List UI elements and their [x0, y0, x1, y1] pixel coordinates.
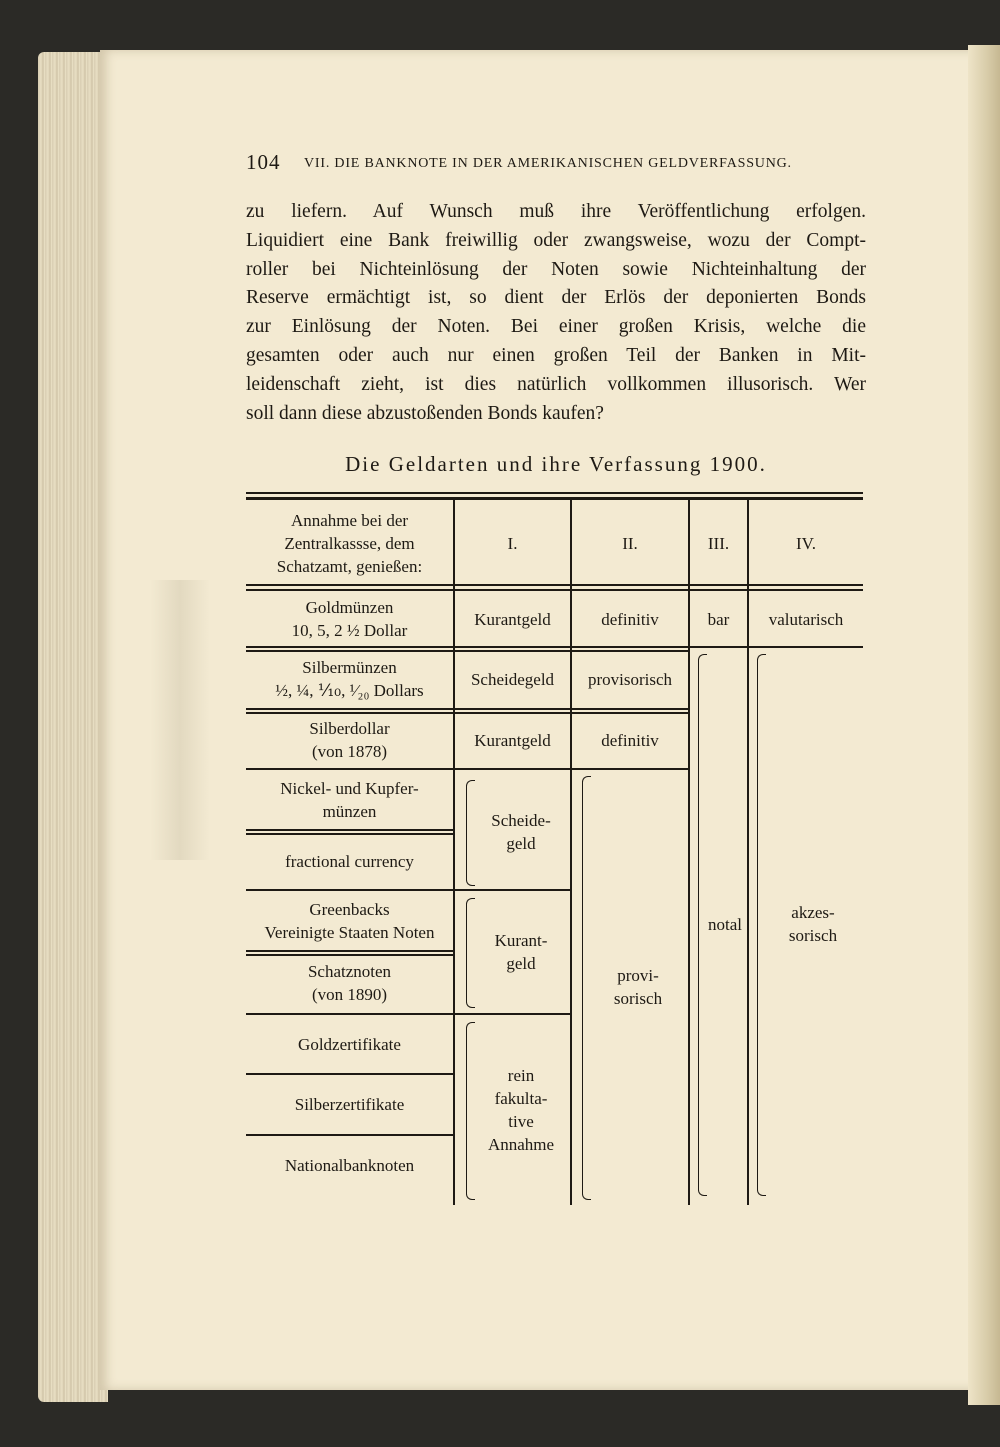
text-line: soll dann diese abzustoßenden Bonds kaufen? [246, 402, 604, 424]
rule [246, 833, 453, 835]
rule [246, 768, 688, 770]
rule [246, 589, 863, 591]
row-label: Goldmünzen 10, 5, 2 ½ Dollar [291, 598, 408, 640]
text-line: leidenschaft zieht, ist dies natürlich vollkommen illusorisch. Wer [246, 373, 866, 395]
text-line: zu liefern. Auf Wunsch muß ihre Veröffentlichung erfolgen. [246, 201, 866, 222]
group-cell: akzes- sorisch [788, 903, 838, 945]
group-cell: rein fakulta- tive Annahme [487, 1066, 555, 1154]
rule [246, 650, 688, 652]
text-line: roller bei Nichteinlösung der Noten sowie Nichteinhaltung der [246, 258, 866, 280]
row-label: Silberzertifikate [294, 1094, 405, 1114]
value-cell: bar [707, 609, 730, 629]
group-cell: notal [708, 914, 742, 934]
header-cell: IV. [796, 533, 816, 553]
value-cell: Kurantgeld [474, 609, 551, 629]
rule [246, 829, 453, 831]
value-cell: Scheidegeld [470, 669, 555, 689]
rule [246, 1013, 570, 1015]
group-cell: provi- sorisch [613, 966, 663, 1008]
text-line: zur Einlösung der Noten. Bei einer großen Krisis, welche die [246, 316, 866, 338]
rule [246, 646, 863, 648]
header-cell: Annahme bei der Zentralkassse, dem Schatzamt, genießen: [276, 510, 423, 576]
value-cell: Kurantgeld [474, 730, 551, 750]
text-line: Reserve ermächtigt ist, so dient der Erlös der deponierten Bonds [246, 287, 866, 309]
header-cell: II. [622, 533, 638, 553]
rule [246, 889, 570, 891]
rule [246, 497, 863, 500]
row-label: fractional currency [285, 851, 414, 871]
rule [246, 708, 688, 710]
value-cell: valutarisch [768, 609, 844, 629]
header-cell: III. [707, 533, 730, 553]
row-label: Nickel- und Kupfer- münzen [280, 779, 419, 821]
row-label: Goldzertifikate [298, 1034, 401, 1054]
text-line: Liquidiert eine Bank freiwillig oder zwangsweise, wozu der Compt- [246, 229, 866, 251]
rule [246, 1073, 453, 1075]
value-cell: definitiv [601, 730, 659, 750]
row-label: Nationalbanknoten [284, 1155, 415, 1175]
text-line: gesamten oder auch nur einen großen Teil der Banken in Mit- [246, 344, 866, 366]
rule [246, 1134, 453, 1136]
table-caption: Die Geldarten und ihre Verfassung 1900. [345, 452, 767, 476]
rule [246, 950, 453, 952]
value-cell: provisorisch [587, 669, 673, 689]
row-label: Greenbacks Vereinigte Staaten Noten [264, 900, 435, 942]
rule [246, 492, 863, 494]
rule [246, 584, 863, 586]
value-cell: definitiv [601, 609, 659, 629]
page-number: 104 [246, 150, 281, 174]
row-label: Schatznoten (von 1890) [307, 962, 392, 1004]
group-cell: Scheide- geld [491, 811, 551, 853]
group-cell: Kurant- geld [494, 931, 548, 973]
row-label: Silberdollar (von 1878) [309, 719, 390, 761]
header-cell: I. [507, 533, 518, 553]
running-head: VII. DIE BANKNOTE IN DER AMERIKANISCHEN GELDVERFASSUNG. [304, 156, 792, 171]
row-label: Silbermünzen ½, ¼, ⅒, ¹⁄₂₀ Dollars [275, 658, 424, 700]
